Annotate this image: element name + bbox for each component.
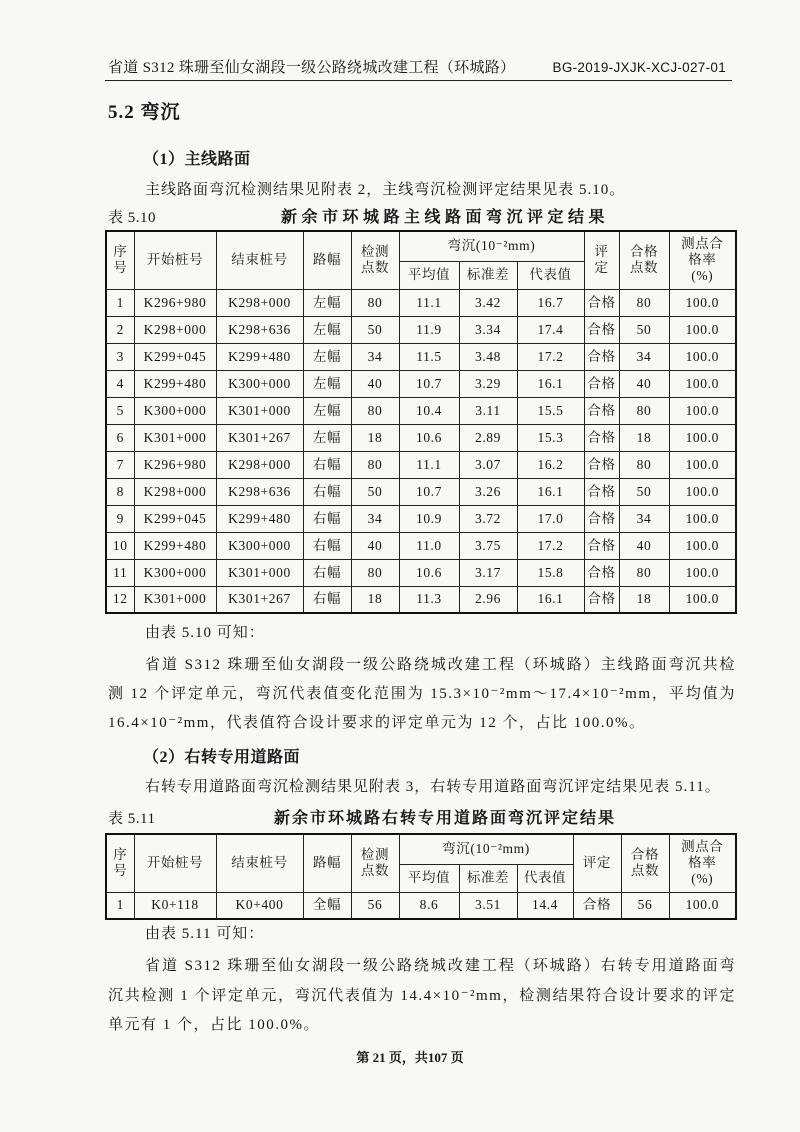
cell-side: 左幅 <box>303 397 351 424</box>
cell-pass-rate: 100.0 <box>669 559 736 586</box>
cell-side: 右幅 <box>303 586 351 613</box>
cell-start-station: K300+000 <box>134 559 216 586</box>
cell-start-station: K299+045 <box>134 505 216 532</box>
cell-mean: 11.1 <box>399 289 459 316</box>
page-number: 第 21 页，共107 页 <box>356 1050 464 1065</box>
cell-start-station: K299+480 <box>134 532 216 559</box>
table-row <box>106 370 736 397</box>
cell-start-station: K296+980 <box>134 289 216 316</box>
cell-side: 右幅 <box>303 532 351 559</box>
cell-representative: 17.4 <box>517 316 584 343</box>
cell-representative: 17.2 <box>517 343 584 370</box>
column-header-deflection: 弯沉(10⁻²mm) <box>399 834 573 864</box>
cell-mean: 11.5 <box>399 343 459 370</box>
cell-std-dev: 3.26 <box>459 478 517 505</box>
column-header-representative: 代表值 <box>517 261 584 289</box>
column-header-seq-label: 序号 <box>113 847 128 879</box>
cell-end-station: K301+267 <box>216 586 303 613</box>
cell-seq: 11 <box>106 559 134 586</box>
cell-assessment: 合格 <box>584 397 619 424</box>
cell-seq: 5 <box>106 397 134 424</box>
cell-end-station: K298+636 <box>216 478 303 505</box>
cell-pass-rate: 100.0 <box>669 424 736 451</box>
cell-end-station: K300+000 <box>216 532 303 559</box>
table-row <box>106 478 736 505</box>
column-header-pass-rate-label: 测点合格率(%) <box>681 839 724 887</box>
cell-mean: 10.7 <box>399 478 459 505</box>
column-header-seq-label: 序号 <box>113 244 128 276</box>
table-row <box>106 892 736 919</box>
cell-mean: 11.3 <box>399 586 459 613</box>
cell-representative: 16.1 <box>517 478 584 505</box>
cell-side: 左幅 <box>303 370 351 397</box>
column-header-pass-points <box>619 231 669 289</box>
cell-side: 右幅 <box>303 559 351 586</box>
cell-points: 18 <box>351 424 399 451</box>
table-5-10-title: 新余市环城路主线路面弯沉评定结果 <box>280 209 609 226</box>
column-header-side: 路幅 <box>303 231 351 289</box>
cell-points: 50 <box>351 478 399 505</box>
cell-assessment: 合格 <box>584 478 619 505</box>
cell-std-dev: 3.72 <box>459 505 517 532</box>
table-row <box>106 586 736 613</box>
cell-seq: 9 <box>106 505 134 532</box>
cell-end-station: K301+000 <box>216 397 303 424</box>
cell-points: 40 <box>351 370 399 397</box>
cell-representative: 15.8 <box>517 559 584 586</box>
main-road-conclusion-lead: 由表 5.10 可知： <box>145 625 265 641</box>
cell-std-dev: 3.29 <box>459 370 517 397</box>
cell-pass-points: 34 <box>619 343 669 370</box>
cell-seq: 8 <box>106 478 134 505</box>
cell-pass-points: 50 <box>619 478 669 505</box>
cell-assessment: 合格 <box>584 370 619 397</box>
table-5-11-label: 表 5.11 <box>108 811 156 827</box>
column-header-points <box>351 834 399 892</box>
column-header-side: 路幅 <box>303 834 351 892</box>
table-5-11 <box>105 833 737 920</box>
cell-side: 左幅 <box>303 343 351 370</box>
cell-representative: 16.7 <box>517 289 584 316</box>
cell-representative: 17.0 <box>517 505 584 532</box>
cell-end-station: K298+000 <box>216 289 303 316</box>
cell-pass-rate: 100.0 <box>669 451 736 478</box>
cell-end-station: K301+000 <box>216 559 303 586</box>
right-turn-conclusion: 省道 S312 珠珊至仙女湖段一级公路绕城改建工程（环城路）右转专用道路面弯沉共检测 1 个评定单元，弯沉代表值为 14.4×10⁻²mm，检测结果符合设计要求的评定单元有 1 个，占比 100.0%。 <box>108 958 736 1033</box>
column-header-mean: 平均值 <box>399 261 459 289</box>
cell-mean: 10.6 <box>399 424 459 451</box>
cell-std-dev: 3.11 <box>459 397 517 424</box>
column-header-start-station: 开始桩号 <box>134 231 216 289</box>
table-row <box>106 505 736 532</box>
table-header-row <box>106 834 736 864</box>
cell-side: 左幅 <box>303 289 351 316</box>
table-row <box>106 532 736 559</box>
cell-assessment: 合格 <box>584 343 619 370</box>
cell-assessment: 合格 <box>584 532 619 559</box>
cell-pass-rate: 100.0 <box>669 370 736 397</box>
cell-representative: 16.1 <box>517 586 584 613</box>
column-header-seq <box>106 231 134 289</box>
cell-mean: 10.7 <box>399 370 459 397</box>
cell-start-station: K301+000 <box>134 586 216 613</box>
table-row <box>106 451 736 478</box>
cell-start-station: K299+480 <box>134 370 216 397</box>
cell-points: 80 <box>351 451 399 478</box>
table-row <box>106 316 736 343</box>
cell-representative: 14.4 <box>517 892 573 919</box>
column-header-std-dev: 标准差 <box>459 261 517 289</box>
cell-mean: 11.0 <box>399 532 459 559</box>
cell-pass-points: 40 <box>619 370 669 397</box>
column-header-seq <box>106 834 134 892</box>
cell-seq: 10 <box>106 532 134 559</box>
cell-std-dev: 3.34 <box>459 316 517 343</box>
cell-assessment: 合格 <box>584 424 619 451</box>
cell-side: 左幅 <box>303 424 351 451</box>
right-turn-heading: （2）右转专用道路面 <box>143 749 301 766</box>
cell-points: 34 <box>351 505 399 532</box>
cell-pass-points: 50 <box>619 316 669 343</box>
cell-assessment: 合格 <box>584 586 619 613</box>
column-header-assessment: 评定 <box>573 834 621 892</box>
cell-side: 右幅 <box>303 451 351 478</box>
cell-assessment: 合格 <box>584 289 619 316</box>
column-header-pass-rate-label: 测点合格率(%) <box>681 236 724 284</box>
cell-points: 80 <box>351 397 399 424</box>
cell-end-station: K298+636 <box>216 316 303 343</box>
cell-mean: 10.9 <box>399 505 459 532</box>
column-header-std-dev: 标准差 <box>459 864 517 892</box>
cell-end-station: K299+480 <box>216 343 303 370</box>
cell-assessment: 合格 <box>584 451 619 478</box>
cell-seq: 2 <box>106 316 134 343</box>
cell-start-station: K296+980 <box>134 451 216 478</box>
cell-start-station: K301+000 <box>134 424 216 451</box>
cell-seq: 7 <box>106 451 134 478</box>
column-header-pass-points-label: 合格点数 <box>629 244 659 276</box>
header-project-title: 省道 S312 珠珊至仙女湖段一级公路绕城改建工程（环城路） <box>108 60 516 76</box>
cell-pass-points: 80 <box>619 397 669 424</box>
column-header-points <box>351 231 399 289</box>
cell-side: 全幅 <box>303 892 351 919</box>
cell-points: 34 <box>351 343 399 370</box>
section-title: 5.2 弯沉 <box>108 102 181 123</box>
cell-start-station: K0+118 <box>134 892 216 919</box>
cell-points: 56 <box>351 892 399 919</box>
cell-mean: 10.6 <box>399 559 459 586</box>
table-5-11-title: 新余市环城路右转专用道路面弯沉评定结果 <box>273 810 616 827</box>
header-report-code: BG-2019-JXJK-XCJ-027-01 <box>552 60 726 75</box>
cell-representative: 16.1 <box>517 370 584 397</box>
table-row <box>106 559 736 586</box>
cell-start-station: K298+000 <box>134 478 216 505</box>
column-header-pass-rate <box>669 834 736 892</box>
cell-representative: 16.2 <box>517 451 584 478</box>
table-row <box>106 424 736 451</box>
cell-pass-rate: 100.0 <box>669 316 736 343</box>
cell-mean: 8.6 <box>399 892 459 919</box>
cell-points: 40 <box>351 532 399 559</box>
right-turn-intro: 右转专用道路面弯沉检测结果见附表 3，右转专用道路面弯沉评定结果见表 5.11。 <box>145 779 721 795</box>
right-turn-conclusion-lead: 由表 5.11 可知： <box>145 926 265 942</box>
table-row <box>106 289 736 316</box>
cell-pass-rate: 100.0 <box>669 397 736 424</box>
cell-assessment: 合格 <box>584 559 619 586</box>
cell-start-station: K300+000 <box>134 397 216 424</box>
cell-pass-points: 80 <box>619 559 669 586</box>
column-header-assessment <box>584 231 619 289</box>
column-header-points-label: 检测点数 <box>360 847 390 879</box>
cell-representative: 15.3 <box>517 424 584 451</box>
column-header-pass-rate <box>669 231 736 289</box>
cell-seq: 6 <box>106 424 134 451</box>
cell-points: 80 <box>351 559 399 586</box>
cell-assessment: 合格 <box>573 892 621 919</box>
cell-mean: 11.9 <box>399 316 459 343</box>
cell-representative: 17.2 <box>517 532 584 559</box>
cell-points: 50 <box>351 316 399 343</box>
cell-pass-points: 18 <box>619 586 669 613</box>
cell-std-dev: 3.07 <box>459 451 517 478</box>
main-road-intro: 主线路面弯沉检测结果见附表 2，主线弯沉检测评定结果见表 5.10。 <box>145 182 626 198</box>
cell-std-dev: 3.48 <box>459 343 517 370</box>
main-road-conclusion: 省道 S312 珠珊至仙女湖段一级公路绕城改建工程（环城路）主线路面弯沉共检测 12 个评定单元，弯沉代表值变化范围为 15.3×10⁻²mm～17.4×10⁻²mm，平均值为 16.4×10⁻²mm，代表值符合设计要求的评定单元为 12 个，占比 100.0%。 <box>108 657 736 731</box>
column-header-representative: 代表值 <box>517 864 573 892</box>
cell-seq: 12 <box>106 586 134 613</box>
cell-end-station: K301+267 <box>216 424 303 451</box>
column-header-deflection: 弯沉(10⁻²mm) <box>399 231 584 261</box>
cell-pass-points: 40 <box>619 532 669 559</box>
cell-representative: 15.5 <box>517 397 584 424</box>
cell-assessment: 合格 <box>584 316 619 343</box>
cell-std-dev: 2.89 <box>459 424 517 451</box>
cell-pass-points: 34 <box>619 505 669 532</box>
table-5-10 <box>105 230 737 614</box>
column-header-points-label: 检测点数 <box>360 244 390 276</box>
cell-std-dev: 3.17 <box>459 559 517 586</box>
table-row <box>106 343 736 370</box>
cell-end-station: K300+000 <box>216 370 303 397</box>
column-header-pass-points-label: 合格点数 <box>630 847 660 879</box>
column-header-end-station: 结束桩号 <box>216 834 303 892</box>
cell-end-station: K299+480 <box>216 505 303 532</box>
cell-pass-rate: 100.0 <box>669 892 736 919</box>
cell-end-station: K298+000 <box>216 451 303 478</box>
cell-end-station: K0+400 <box>216 892 303 919</box>
cell-start-station: K299+045 <box>134 343 216 370</box>
column-header-pass-points <box>621 834 669 892</box>
cell-pass-rate: 100.0 <box>669 478 736 505</box>
cell-std-dev: 3.51 <box>459 892 517 919</box>
cell-pass-rate: 100.0 <box>669 505 736 532</box>
cell-points: 18 <box>351 586 399 613</box>
cell-seq: 3 <box>106 343 134 370</box>
table-row <box>106 397 736 424</box>
column-header-start-station: 开始桩号 <box>134 834 216 892</box>
cell-side: 右幅 <box>303 478 351 505</box>
cell-seq: 1 <box>106 289 134 316</box>
cell-mean: 11.1 <box>399 451 459 478</box>
cell-std-dev: 3.42 <box>459 289 517 316</box>
column-header-assessment-label: 评定 <box>594 244 609 276</box>
cell-pass-rate: 100.0 <box>669 289 736 316</box>
cell-start-station: K298+000 <box>134 316 216 343</box>
table-header-row <box>106 231 736 261</box>
cell-seq: 1 <box>106 892 134 919</box>
cell-pass-rate: 100.0 <box>669 532 736 559</box>
cell-pass-rate: 100.0 <box>669 343 736 370</box>
cell-pass-points: 56 <box>621 892 669 919</box>
column-header-end-station: 结束桩号 <box>216 231 303 289</box>
cell-pass-points: 18 <box>619 424 669 451</box>
cell-pass-rate: 100.0 <box>669 586 736 613</box>
main-road-heading: （1）主线路面 <box>143 151 251 168</box>
cell-points: 80 <box>351 289 399 316</box>
cell-mean: 10.4 <box>399 397 459 424</box>
cell-assessment: 合格 <box>584 505 619 532</box>
column-header-mean: 平均值 <box>399 864 459 892</box>
cell-std-dev: 2.96 <box>459 586 517 613</box>
cell-side: 左幅 <box>303 316 351 343</box>
cell-pass-points: 80 <box>619 451 669 478</box>
cell-pass-points: 80 <box>619 289 669 316</box>
table-5-10-label: 表 5.10 <box>108 210 157 226</box>
cell-side: 右幅 <box>303 505 351 532</box>
header-divider <box>105 80 732 81</box>
cell-std-dev: 3.75 <box>459 532 517 559</box>
cell-seq: 4 <box>106 370 134 397</box>
